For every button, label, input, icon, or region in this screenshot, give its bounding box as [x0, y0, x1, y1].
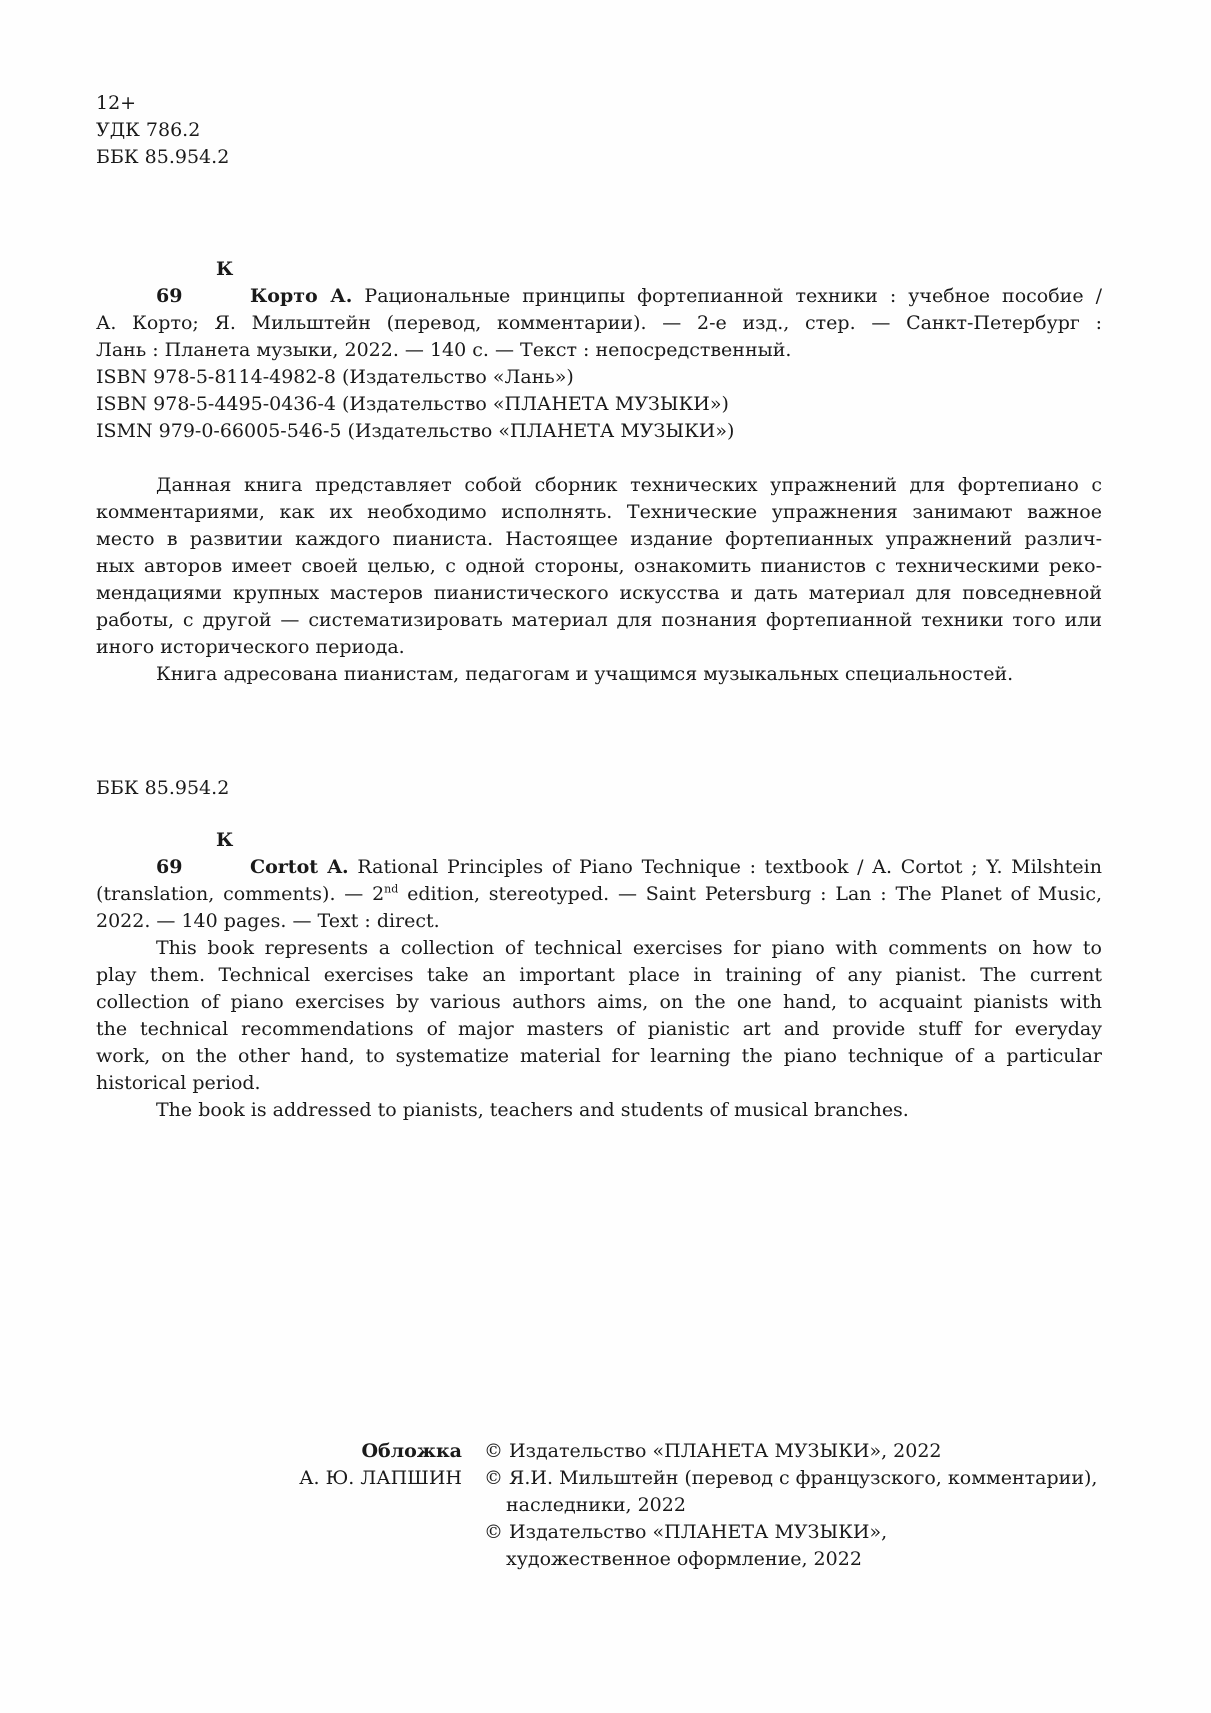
en-abstract-line: work, on the other hand, to systematize material for learning the piano technique of a particular	[96, 1045, 1102, 1067]
catalog-header	[96, 90, 1102, 171]
ru-audience: Книга адресована пианистам, педагогам и учащимся музыкальных специальностей.	[156, 663, 1014, 685]
ru-abstract-line: иного исторического периода.	[96, 636, 405, 658]
cover-credit	[250, 1438, 462, 1492]
en-record-line-3: 2022. — 140 pages. — Text : direct.	[96, 910, 440, 932]
en-record-line-2	[96, 881, 1102, 908]
copyright-2a: © Я.И. Мильштейн (перевод с французского, комментарии),	[484, 1467, 1098, 1489]
en-record-title: Rational Principles of Piano Technique : textbook / A. Cortot ; Y. Milshtein	[357, 856, 1102, 878]
en-record-code: К 69	[156, 829, 234, 878]
en-abstract-line: historical period.	[96, 1072, 261, 1094]
en-record-author: Cortot A.	[250, 856, 349, 878]
isbn-1: ISBN 978-5-8114-4982-8 (Издательство «Лань»)	[96, 366, 574, 388]
ru-abstract-line: комментариями, как их необходимо исполнять. Технические упражнения занимают важное	[96, 501, 1102, 523]
isbn-2: ISBN 978-5-4495-0436-4 (Издательство «ПЛАНЕТА МУЗЫКИ»)	[96, 393, 729, 415]
en-abstract-line: collection of piano exercises by various authors aims, on the one hand, to acquaint pianists with	[96, 991, 1102, 1013]
ru-abstract	[96, 472, 1102, 688]
cover-label: Обложка	[361, 1440, 462, 1462]
udk-code: УДК 786.2	[96, 119, 201, 141]
ru-record-code: К 69	[156, 258, 234, 307]
copyright-3b: художественное оформление, 2022	[506, 1548, 862, 1570]
copyright-1: © Издательство «ПЛАНЕТА МУЗЫКИ», 2022	[484, 1440, 942, 1462]
ru-record-author: Корто А.	[250, 285, 353, 307]
en-record-line-2-post: edition, stereotyped. — Saint Petersburg : Lan : The Planet of Music,	[398, 883, 1102, 905]
ru-record-line-3: Лань : Планета музыки, 2022. — 140 с. — Текст : непосредственный.	[96, 339, 792, 361]
en-abstract-line: This book represents a collection of technical exercises for piano with comments on how to	[156, 937, 1102, 959]
en-record-line-1	[96, 827, 1102, 881]
en-audience: The book is addressed to pianists, teachers and students of musical branches.	[156, 1099, 909, 1121]
ismn: ISMN 979-0-66005-546-5 (Издательство «ПЛАНЕТА МУЗЫКИ»)	[96, 420, 735, 442]
ru-record-title: Рациональные принципы фортепианной техники : учебное пособие /	[364, 285, 1102, 307]
bbk-code-2-text: ББК 85.954.2	[96, 777, 230, 799]
ru-abstract-line: место в развитии каждого пианиста. Настоящее издание фортепианных упражнений различ-	[96, 528, 1102, 550]
copyright-2b: наследники, 2022	[506, 1494, 686, 1516]
en-abstract-line: play them. Technical exercises take an important place in training of any pianist. The current	[96, 964, 1102, 986]
ru-record-line-2: А. Корто; Я. Мильштейн (перевод, комментарии). — 2-е изд., стер. — Санкт-Петербург :	[96, 312, 1102, 334]
ru-abstract-line: ных авторов имеет своей целью, с одной стороны, ознакомить пианистов с техническими реко-	[96, 555, 1102, 577]
ru-abstract-line: работы, с другой — систематизировать материал для познания фортепианной техники того или	[96, 609, 1102, 631]
bbk-code: ББК 85.954.2	[96, 146, 230, 168]
ru-bibliographic-record	[96, 256, 1102, 364]
copyright-block	[484, 1438, 1104, 1573]
en-bibliographic-record	[96, 827, 1102, 935]
bbk-code-2	[96, 775, 1102, 802]
en-abstract	[96, 935, 1102, 1124]
edition-superscript: nd	[384, 882, 399, 896]
isbn-list	[96, 364, 1102, 445]
ru-abstract-line: Данная книга представляет собой сборник технических упражнений для фортепиано с	[156, 474, 1102, 496]
age-rating: 12+	[96, 92, 137, 114]
ru-record-line-1	[96, 256, 1102, 310]
ru-abstract-line: мендациями крупных мастеров пианистического искусства и дать материал для повседневной	[96, 582, 1102, 604]
en-abstract-line: the technical recommendations of major masters of pianistic art and provide stuff for everyday	[96, 1018, 1102, 1040]
cover-artist: А. Ю. ЛАПШИН	[299, 1467, 462, 1489]
en-record-line-2-pre: (translation, comments). — 2	[96, 883, 385, 905]
copyright-3a: © Издательство «ПЛАНЕТА МУЗЫКИ»,	[484, 1521, 888, 1543]
